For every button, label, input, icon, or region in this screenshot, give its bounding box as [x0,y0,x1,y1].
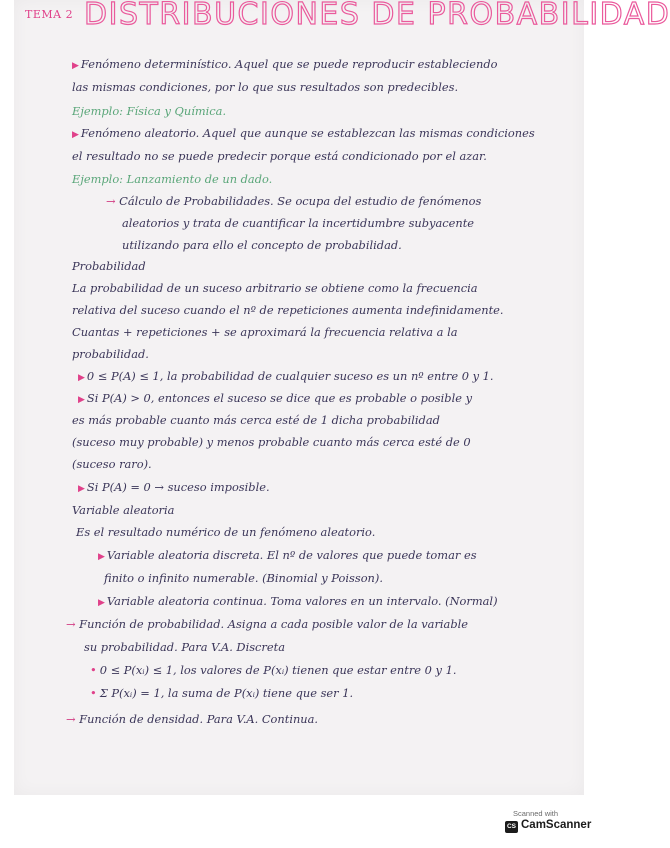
page-title: DISTRIBUCIONES DE PROBABILIDAD [84,0,670,32]
note-line: ▶ Fenómeno aleatorio. Aquel que aunque se establezcan las mismas condiciones [72,126,535,140]
triangle-bullet-icon: ▶ [78,373,85,383]
note-line: utilizando para ello el concepto de probabilidad. [122,238,402,252]
triangle-bullet-icon: ▶ [98,598,105,608]
section-heading-probabilidad: Probabilidad [72,259,146,273]
bullet-dot-icon: • [90,686,97,700]
note-line: • 0 ≤ P(xᵢ) ≤ 1, los valores de P(xᵢ) tienen que estar entre 0 y 1. [90,663,457,677]
note-line: es más probable cuanto más cerca esté de 1 dicha probabilidad [72,413,440,427]
note-line: aleatorios y trata de cuantificar la incertidumbre subyacente [122,216,475,230]
note-line: relativa del suceso cuando el nº de repeticiones aumenta indefinidamente. [72,303,504,317]
example-line: Ejemplo: Lanzamiento de un dado. [72,172,273,186]
note-line: (suceso muy probable) y menos probable cuanto más cerca esté de 0 [72,435,471,449]
triangle-bullet-icon: ▶ [78,395,85,405]
note-line: Es el resultado numérico de un fenómeno aleatorio. [76,525,376,539]
note-line: ▶ Variable aleatoria continua. Toma valores en un intervalo. (Normal) [98,594,498,608]
camscanner-watermark [503,809,592,839]
bullet-dot-icon: • [90,663,97,677]
note-line: finito o infinito numerable. (Binomial y Poisson). [104,571,383,585]
section-heading-variable-aleatoria: Variable aleatoria [72,503,175,517]
arrow-icon: → [106,194,116,208]
note-line: las mismas condiciones, por lo que sus resultados son predecibles. [72,80,459,94]
note-line: el resultado no se puede predecir porque está condicionado por el azar. [72,149,487,163]
scanned-with-caption: Scanned with [513,809,559,818]
note-line: probabilidad. [72,347,149,361]
triangle-bullet-icon: ▶ [78,484,85,494]
note-line: → Función de probabilidad. Asigna a cada posible valor de la variable [66,617,469,631]
note-line: (suceso raro). [72,457,152,471]
note-line: → Cálculo de Probabilidades. Se ocupa del estudio de fenómenos [106,194,482,208]
triangle-bullet-icon: ▶ [98,552,105,562]
triangle-bullet-icon: ▶ [72,130,79,140]
note-line: ▶ 0 ≤ P(A) ≤ 1, la probabilidad de cualquier suceso es un nº entre 0 y 1. [78,369,494,383]
notebook-page [14,0,670,795]
example-line: Ejemplo: Física y Química. [72,104,227,118]
note-line: • Σ P(xᵢ) = 1, la suma de P(xᵢ) tiene que ser 1. [90,686,354,700]
arrow-icon: → [66,712,76,726]
note-line: Cuantas + repeticiones + se aproximará la frecuencia relativa a la [72,325,458,339]
note-line: ▶ Fenómeno determinístico. Aquel que se puede reproducir estableciendo [72,57,498,71]
note-line: → Función de densidad. Para V.A. Continua. [66,712,319,726]
note-line: su probabilidad. Para V.A. Discreta [84,640,285,654]
camscanner-name: CamScanner [521,819,592,831]
note-line: ▶ Si P(A) > 0, entonces el suceso se dice que es probable o posible y [78,391,473,405]
tema-label: TEMA 2 [25,8,74,21]
note-line: ▶ Si P(A) = 0 → suceso imposible. [78,480,270,494]
handwritten-notes [14,0,584,795]
arrow-icon: → [66,617,76,631]
triangle-bullet-icon: ▶ [72,61,79,71]
note-line: La probabilidad de un suceso arbitrario se obtiene como la frecuencia [72,281,478,295]
camscanner-logo-icon: CS [505,821,518,833]
note-line: ▶ Variable aleatoria discreta. El nº de valores que puede tomar es [98,548,477,562]
